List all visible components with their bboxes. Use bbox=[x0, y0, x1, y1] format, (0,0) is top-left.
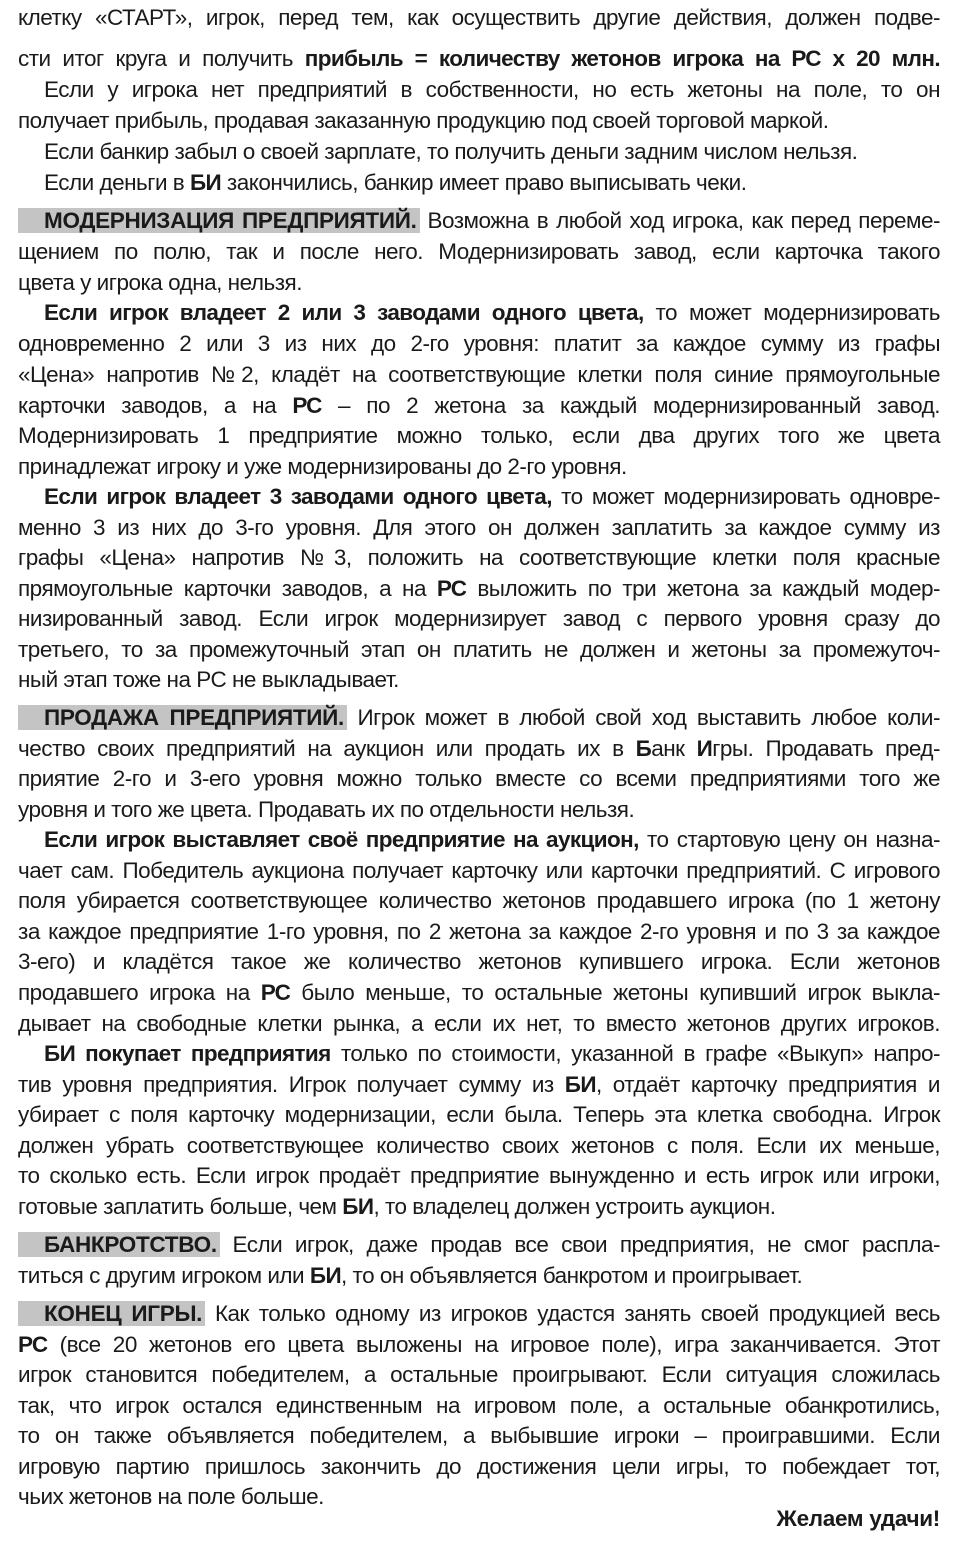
profit-formula: прибыль = количеству жетонов игрока на РС х 20 млн. bbox=[304, 46, 940, 71]
section-heading: КОНЕЦ ИГРЫ. bbox=[18, 1301, 205, 1326]
text-line: клетку «СТАРТ», игрок, перед тем, как осуществить другие действия, должен подве- bbox=[18, 5, 940, 30]
text-line: третьего, то за промежуточный этап он платить не должен и жетоны за промежуточ- bbox=[18, 637, 940, 662]
text-line: чает сам. Победитель аукциона получает карточку или карточки предприятий. С игрового bbox=[18, 858, 940, 883]
text-line: чество своих предприятий на аукцион или продать их в Банк Игры. Продавать пред- bbox=[18, 736, 940, 761]
text-line: получает прибыль, продавая заказанную продукцию под своей торговой маркой. bbox=[18, 108, 829, 133]
text-line: должен убрать соответствующее количество своих жетонов с поля. Если их меньше, bbox=[18, 1133, 940, 1158]
text-line: убирает с поля карточку модернизации, если была. Теперь эта клетка свободна. Игрок bbox=[18, 1102, 940, 1127]
text-line: карточки заводов, а на РС – по 2 жетона за каждый модернизированный завод. bbox=[18, 393, 940, 418]
text-line: «Цена» напротив №2, кладёт на соответствующие клетки поля синие прямоугольные bbox=[18, 362, 940, 387]
text-line: графы «Цена» напротив №3, положить на соответствующие клетки поля красные bbox=[18, 545, 940, 570]
text-line: тив уровня предприятия. Игрок получает сумму из БИ, отдаёт карточку предприятия и bbox=[18, 1072, 940, 1097]
section-heading: МОДЕРНИЗАЦИЯ ПРЕДПРИЯТИЙ. bbox=[18, 208, 420, 233]
text-line: ный этап тоже на РС не выкладывает. bbox=[18, 667, 399, 692]
text-line: БИ покупает предприятия только по стоимости, указанной в графе «Выкуп» напро- bbox=[44, 1041, 940, 1066]
text-line: Если у игрока нет предприятий в собственности, но есть жетоны на поле, то он bbox=[44, 77, 940, 102]
text-line: сти итог круга и получить прибыль = количеству жетонов игрока на РС х 20 млн. bbox=[18, 46, 940, 71]
text-line: готовые заплатить больше, чем БИ, то владелец должен устроить аукцион. bbox=[18, 1194, 776, 1219]
text-line: менно 3 из них до 3-го уровня. Для этого он должен заплатить за каждое сумму из bbox=[18, 515, 940, 540]
text-line: Если игрок выставляет своё предприятие на аукцион, то стартовую цену он назна- bbox=[44, 827, 940, 852]
text-line: принадлежат игроку и уже модернизированы до 2-го уровня. bbox=[18, 454, 627, 479]
text-line: одновременно 2 или 3 из них до 2-го уровня: платит за каждое сумму из графы bbox=[18, 331, 940, 356]
text-line: титься с другим игроком или БИ, то он объявляется банкротом и проигрывает. bbox=[18, 1263, 803, 1288]
section-heading-line: БАНКРОТСТВО. Если игрок, даже продав все свои предприятия, не смог распла- bbox=[44, 1229, 940, 1260]
text-line: дывает на свободные клетки рынка, а если их нет, то вместо жетонов других игроков. bbox=[18, 1011, 940, 1036]
text-line: РС (все 20 жетонов его цвета выложены на игровое поле), игра заканчивается. Этот bbox=[18, 1332, 940, 1357]
text-line: продавшего игрока на РС было меньше, то остальные жетоны купивший игрок выкла- bbox=[18, 980, 940, 1005]
text-line: приятие 2-го и 3-его уровня можно только вместе со всеми предприятиями того же bbox=[18, 766, 940, 791]
text-line: то он также объявляется победителем, а выбывшие игроки – проигравшими. Если bbox=[18, 1423, 940, 1448]
text-line: 3-его) и кладётся такое же количество жетонов купившего игрока. Если жетонов bbox=[18, 949, 940, 974]
text-line: поля убирается соответствующее количество жетонов продавшего игрока (по 1 жетону bbox=[18, 888, 940, 913]
text-line: Если банкир забыл о своей зарплате, то получить деньги задним числом нельзя. bbox=[44, 139, 858, 164]
text-line: чьих жетонов на поле больше. bbox=[18, 1484, 324, 1509]
closing-wish: Желаем удачи! bbox=[776, 1506, 940, 1531]
text-line: за каждое предприятие 1-го уровня, по 2 жетона за каждое 2-го уровня и по 3 за каждое bbox=[18, 919, 940, 944]
section-heading: БАНКРОТСТВО. bbox=[18, 1232, 220, 1257]
text-line: щением по полю, так и после него. Модернизировать завод, если карточка такого bbox=[18, 239, 940, 264]
text-line: Если деньги в БИ закончились, банкир имеет право выписывать чеки. bbox=[44, 170, 747, 195]
section-heading: ПРОДАЖА ПРЕДПРИЯТИЙ. bbox=[18, 705, 347, 730]
text-line: Если игрок владеет 2 или 3 заводами одного цвета, то может модернизировать bbox=[44, 300, 940, 325]
text-line: Если игрок владеет 3 заводами одного цвета, то может модернизировать одновре- bbox=[44, 484, 940, 509]
section-heading-line: КОНЕЦ ИГРЫ. Как только одному из игроков удастся занять своей продукцией весь bbox=[44, 1298, 940, 1329]
text-line: Модернизировать 1 предприятие можно только, если два других того же цвета bbox=[18, 423, 940, 448]
text-line: низированный завод. Если игрок модернизирует завод с первого уровня сразу до bbox=[18, 606, 940, 631]
text-line: уровня и того же цвета. Продавать их по отдельности нельзя. bbox=[18, 797, 635, 822]
text-line: игровую партию пришлось закончить до достижения цели игры, то побеждает тот, bbox=[18, 1454, 940, 1479]
text-line: цвета у игрока одна, нельзя. bbox=[18, 270, 302, 295]
section-heading-line: МОДЕРНИЗАЦИЯ ПРЕДПРИЯТИЙ. Возможна в любой ход игрока, как перед переме- bbox=[44, 205, 940, 236]
section-heading-line: ПРОДАЖА ПРЕДПРИЯТИЙ. Игрок может в любой свой ход выставить любое коли- bbox=[44, 702, 940, 733]
text-line: так, что игрок остался единственным на игровом поле, а остальные обанкротились, bbox=[18, 1393, 940, 1418]
text-line: то сколько есть. Если игрок продаёт предприятие вынужденно и есть игрок или игроки, bbox=[18, 1163, 940, 1188]
text-line: игрок становится победителем, а остальные проигрывают. Если ситуация сложилась bbox=[18, 1362, 940, 1387]
text-line: прямоугольные карточки заводов, а на РС выложить по три жетона за каждый модер- bbox=[18, 576, 940, 601]
